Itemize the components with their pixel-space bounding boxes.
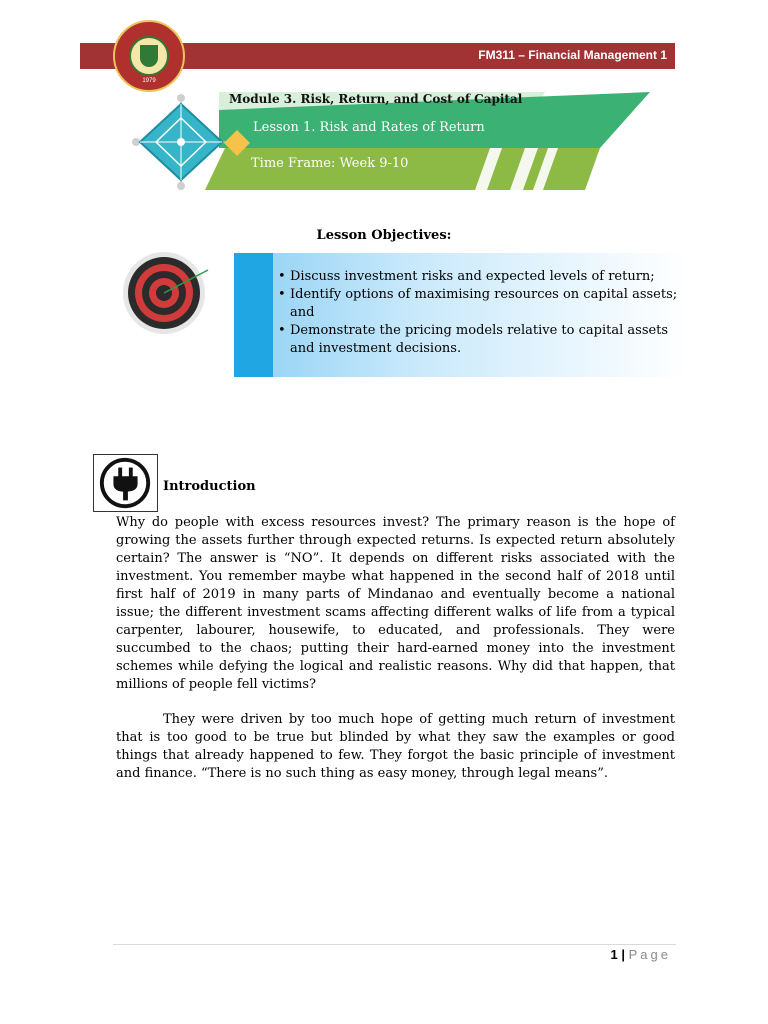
university-seal-logo [113,20,185,92]
page-separator: | [621,947,625,962]
target-icon [118,250,210,336]
time-frame: Time Frame: Week 9-10 [251,156,409,171]
intro-paragraph-2: They were driven by too much hope of getting much return of investment that is too good to be true but blinded by what they saw the examples or good things that already happened to few. They forgot the basic principle of investment and finance. “There is no such thing as easy money, through legal means”. [116,712,675,781]
lesson-title: Lesson 1. Risk and Rates of Return [253,120,485,135]
objective-item: • Identify options of maximising resources on capital assets; and [276,286,686,322]
page-word: Page [628,947,671,962]
plug-icon [94,455,157,511]
objectives-strip [234,253,273,377]
seal-shield-icon [140,45,158,67]
page-number: 1 [610,947,618,962]
footer-divider [113,944,676,945]
module-title: Module 3. Risk, Return, and Cost of Capital [229,92,523,106]
intro-paragraph-1: Why do people with excess resources invest? The primary reason is the hope of growing the assets further through expected returns. Is expected return absolutely certain? The answer is “NO”. It depends on different risks associated with the investment. You remember maybe what happened in the second half of 2018 until first half of 2019 in many parts of Mindanao and eventually become a national issue; the different investment scams affecting different walks of life from a typical carpenter, labourer, housewife, to educated, and professionals. They were succumbed to the chaos; putting their hard-earned money into the investment schemes while defying the logical and realistic reasons. Why did that happen, that millions of people fell victims? [116,515,675,692]
objectives-list [276,268,686,358]
seal-year: 1979 [142,78,156,84]
course-title: FM311 – Financial Management 1 [478,48,667,62]
objective-item: • Discuss investment risks and expected levels of return; [276,268,686,286]
introduction-heading: Introduction [163,479,256,494]
objectives-heading: Lesson Objectives: [316,228,452,243]
plug-icon-box [93,454,158,512]
page-footer [611,947,672,962]
objective-item: • Demonstrate the pricing models relative to capital assets and investment decisions. [276,322,686,358]
